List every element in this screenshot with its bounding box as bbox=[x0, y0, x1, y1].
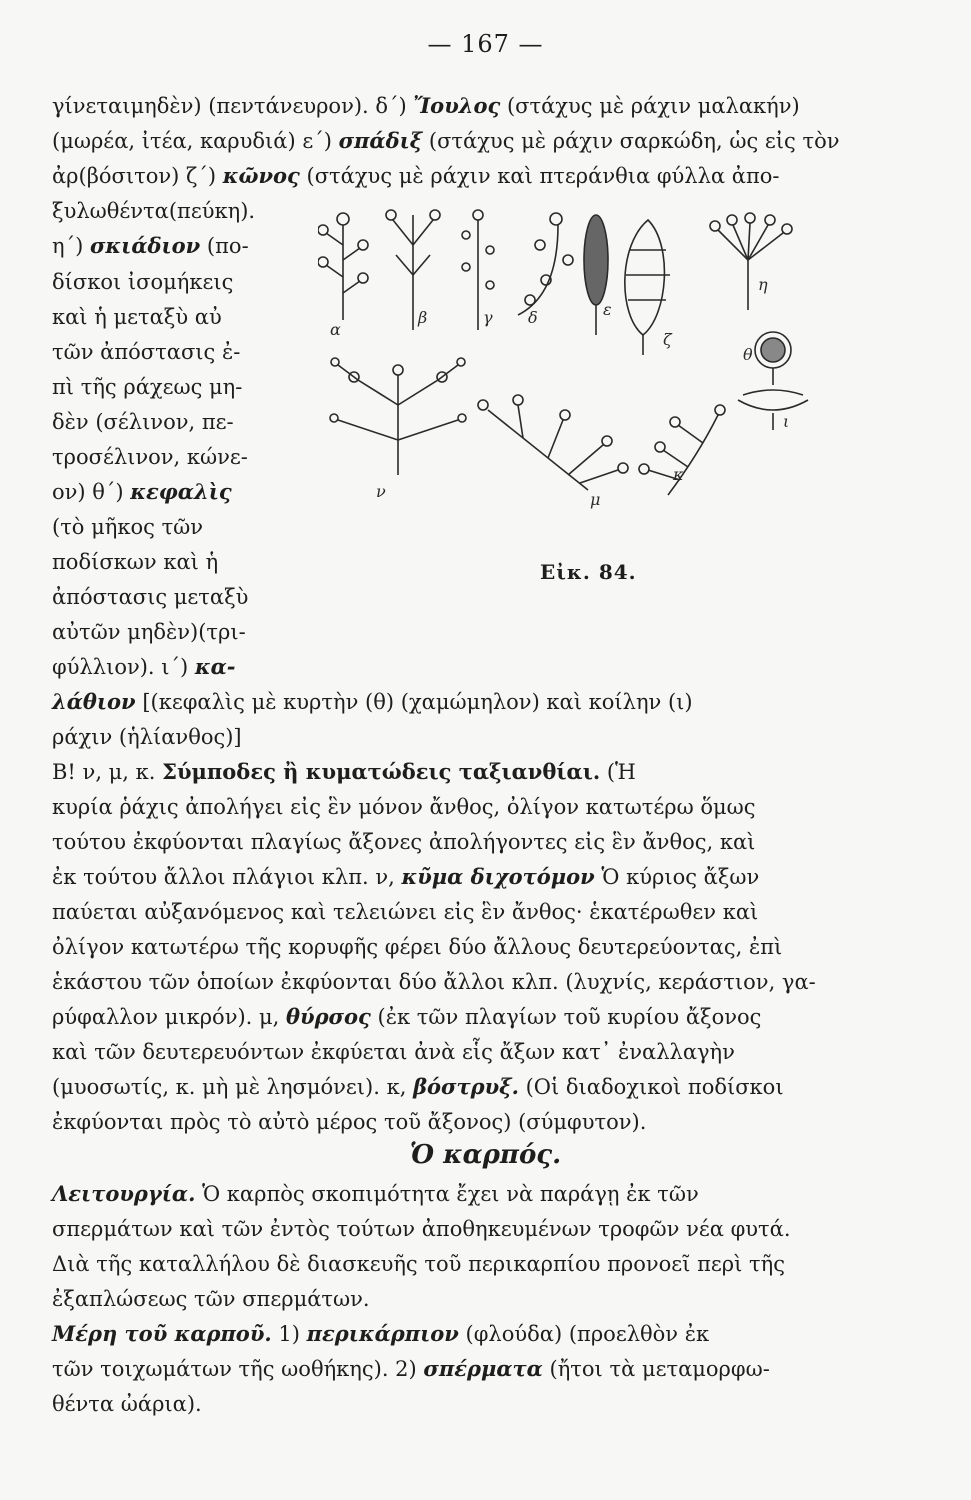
text-run: 1) bbox=[271, 1322, 307, 1346]
text-run: Ἴουλος bbox=[413, 93, 501, 118]
figure-letter: ζ bbox=[663, 330, 672, 349]
text-run: (ἐκ τῶν πλαγίων τοῦ κυρίου ἄξονος bbox=[370, 1005, 762, 1029]
text-run: Διὰ τῆς καταλλήλου δὲ διασκευῆς τοῦ περικαρπίου προνοεῖ περὶ τῆς bbox=[52, 1252, 785, 1276]
text-line bbox=[52, 1320, 709, 1348]
text-run: περικάρπιον bbox=[306, 1321, 459, 1346]
figure-letter: β bbox=[418, 308, 428, 327]
concave-head-drawing bbox=[738, 390, 808, 430]
figure-letter: θ bbox=[743, 345, 753, 364]
text-run: Σύμποδες ἢ κυματώδεις ταξιανθίαι. bbox=[162, 759, 601, 784]
text-run: (φλούδα) (προελθὸν ἐκ bbox=[458, 1322, 710, 1346]
text-run: κυρία ῥάχις ἀπολήγει εἰς ἓν μόνον ἄνθος, ὀλίγον κατωτέρω ὅμως bbox=[52, 795, 756, 819]
text-run: κῦμα διχοτόμον bbox=[401, 864, 595, 889]
curved-axis-drawing bbox=[518, 213, 573, 315]
text-run: ἑκάστου τῶν ὁποίων ἐκφύονται δύο ἄλλοι κλπ. (λυχνίς, κεράστιον, γα- bbox=[52, 970, 816, 994]
text-line bbox=[52, 863, 759, 891]
text-run: ἐκ τούτου ἄλλοι πλάγιοι κλπ. ν, bbox=[52, 865, 402, 889]
text-run: (μωρέα, ἰτέα, καρυδιά) ε΄) bbox=[52, 129, 339, 153]
text-line bbox=[52, 443, 248, 471]
capitulum-drawing bbox=[755, 332, 791, 385]
text-run: καὶ ἡ μεταξὺ αὐ bbox=[52, 305, 222, 329]
text-line bbox=[52, 793, 756, 821]
spike-drawing bbox=[386, 210, 440, 330]
text-run: Β! ν, μ, κ. bbox=[52, 760, 163, 784]
text-run: κα- bbox=[194, 654, 236, 679]
umbel-drawing bbox=[710, 213, 792, 310]
text-run: (στάχυς μὲ ράχιν σαρκώδη, ὡς εἰς τὸν bbox=[422, 129, 840, 153]
text-line bbox=[52, 618, 246, 646]
text-line bbox=[52, 1390, 202, 1418]
text-run: Μέρη τοῦ καρποῦ. bbox=[52, 1321, 272, 1346]
text-run: γίνεταιμηδὲν) (πεντάνευρον). δ΄) bbox=[52, 94, 414, 118]
figure-letter: ν bbox=[376, 482, 386, 501]
text-line bbox=[52, 723, 242, 751]
text-run: σπέρματα bbox=[423, 1356, 543, 1381]
figure-letter: μ bbox=[590, 490, 601, 509]
text-run: θύρσος bbox=[286, 1004, 371, 1029]
figure-letter: γ bbox=[483, 308, 493, 327]
text-run: ράχιν (ἡλίανθος)] bbox=[52, 725, 242, 749]
text-run: ρύφαλλον μικρόν). μ, bbox=[52, 1005, 287, 1029]
text-run: λάθιον bbox=[52, 689, 136, 714]
text-line bbox=[52, 408, 234, 436]
text-line bbox=[52, 1003, 761, 1031]
text-run: ποδίσκων καὶ ἡ bbox=[52, 550, 219, 574]
text-run: φύλλιον). ι΄) bbox=[52, 655, 195, 679]
text-run: ἐκφύονται πρὸς τὸ αὐτὸ μέρος τοῦ ἄξονος) (σύμφυτον). bbox=[52, 1110, 647, 1134]
text-line bbox=[52, 688, 693, 716]
text-run: δίσκοι ἰσομήκεις bbox=[52, 270, 234, 294]
text-run: καὶ τῶν δευτερευόντων ἐκφύεται ἀνὰ εἷς ἄξων κατ᾿ ἐναλλαγὴν bbox=[52, 1040, 735, 1064]
text-run: η΄) bbox=[52, 234, 90, 258]
text-run: (ἤτοι τὰ μεταμορφω- bbox=[542, 1357, 770, 1381]
text-run: τῶν ἀπόστασις ἐ- bbox=[52, 340, 241, 364]
text-run: πὶ τῆς ράχεως μη- bbox=[52, 375, 243, 399]
text-line bbox=[52, 583, 248, 611]
text-line bbox=[52, 1073, 784, 1101]
text-run: ἀπόστασις μεταξὺ bbox=[52, 585, 249, 609]
text-run: (Ἡ bbox=[600, 760, 636, 784]
figure-letter: α bbox=[330, 320, 341, 339]
text-run: (στάχυς μὲ ράχιν καὶ πτεράνθια φύλλα ἀπο- bbox=[299, 164, 780, 188]
text-run: θέντα ὠάρια). bbox=[52, 1392, 202, 1416]
raceme-drawing bbox=[318, 213, 368, 320]
text-run: κῶνος bbox=[222, 163, 300, 188]
text-line bbox=[52, 513, 203, 541]
text-line bbox=[52, 127, 839, 155]
text-run: Ὁ καρπὸς σκοπιμότητα ἔχει νὰ παράγῃ ἐκ τῶν bbox=[195, 1182, 699, 1206]
text-run: Λειτουργία. bbox=[52, 1181, 196, 1206]
text-line bbox=[52, 1215, 791, 1243]
figure-letter: δ bbox=[528, 308, 538, 327]
figure-letter: η bbox=[758, 275, 768, 294]
text-run: παύεται αὐξανόμενος καὶ τελειώνει εἰς ἓν ἄνθος· ἑκατέρωθεν καὶ bbox=[52, 900, 759, 924]
text-run: σπερμάτων καὶ τῶν ἐντὸς τούτων ἀποθηκευμένων τροφῶν νέα φυτά. bbox=[52, 1217, 791, 1241]
text-line bbox=[52, 478, 232, 506]
text-run: ἐξαπλώσεως τῶν σπερμάτων. bbox=[52, 1287, 370, 1311]
text-line bbox=[52, 197, 255, 225]
text-line bbox=[52, 92, 800, 120]
text-run: ον) θ΄) bbox=[52, 480, 131, 504]
text-run: Ὁ κύριος ἄξων bbox=[594, 865, 760, 889]
text-line bbox=[52, 268, 233, 296]
figure-caption: Εἰκ. 84. bbox=[540, 560, 637, 584]
text-line bbox=[52, 1038, 735, 1066]
section-title: Ὁ καρπός. bbox=[409, 1140, 562, 1170]
figure-letter: ι bbox=[783, 412, 790, 431]
text-run: (πο- bbox=[200, 234, 249, 258]
figure-letter: ε bbox=[603, 300, 612, 319]
text-run: (τὸ μῆκος τῶν bbox=[52, 515, 204, 539]
text-run: βόστρυξ. bbox=[413, 1074, 519, 1099]
figure-letter: κ bbox=[673, 465, 684, 484]
inflorescence-figure bbox=[318, 205, 848, 595]
text-line bbox=[52, 933, 782, 961]
text-run: αὐτῶν μηδὲν)(τρι- bbox=[52, 620, 246, 644]
text-run: (μυοσωτίς, κ. μὴ μὲ λησμόνει). κ, bbox=[52, 1075, 414, 1099]
page-number: — 167 — bbox=[427, 30, 544, 58]
text-line bbox=[52, 1355, 770, 1383]
text-line bbox=[52, 653, 236, 681]
text-line bbox=[52, 338, 240, 366]
text-run: σκιάδιον bbox=[89, 233, 201, 258]
text-line bbox=[52, 898, 758, 926]
text-line bbox=[52, 828, 755, 856]
text-line bbox=[52, 162, 780, 190]
text-line bbox=[52, 1285, 370, 1313]
text-line bbox=[52, 1250, 785, 1278]
inflorescence-diagram bbox=[318, 205, 848, 595]
text-run: δὲν (σέλινον, πε- bbox=[52, 410, 234, 434]
text-line bbox=[52, 232, 249, 260]
text-run: τροσέλινον, κώνε- bbox=[52, 445, 248, 469]
text-run: κεφαλὶς bbox=[130, 479, 232, 504]
text-run: (Οἱ διαδοχικοὶ ποδίσκοι bbox=[518, 1075, 784, 1099]
text-line bbox=[52, 1180, 699, 1208]
text-run: ἀρ(βόσιτον) ζ΄) bbox=[52, 164, 223, 188]
text-line bbox=[52, 1108, 646, 1136]
text-line bbox=[52, 548, 218, 576]
text-line bbox=[52, 373, 242, 401]
text-line bbox=[52, 303, 222, 331]
text-run: [(κεφαλὶς μὲ κυρτὴν (θ) (χαμώμηλον) καὶ κοίλην (ι) bbox=[135, 690, 693, 714]
thyrse-drawing bbox=[478, 395, 628, 490]
text-run: ὀλίγον κατωτέρω τῆς κορυφῆς φέρει δύο ἄλλους δευτερεύοντας, ἐπὶ bbox=[52, 935, 783, 959]
text-run: ξυλωθέντα(πεύκη). bbox=[52, 199, 256, 223]
dichasium-drawing bbox=[330, 358, 466, 475]
text-line bbox=[52, 758, 636, 786]
text-run: σπάδιξ bbox=[338, 128, 423, 153]
text-run: τῶν τοιχωμάτων τῆς ωοθήκης). 2) bbox=[52, 1357, 424, 1381]
text-run: (στάχυς μὲ ράχιν μαλακήν) bbox=[500, 94, 800, 118]
text-run: τούτου ἐκφύονται πλαγίως ἄξονες ἀπολήγοντες εἰς ἓν ἄνθος, καὶ bbox=[52, 830, 756, 854]
text-line bbox=[52, 968, 816, 996]
